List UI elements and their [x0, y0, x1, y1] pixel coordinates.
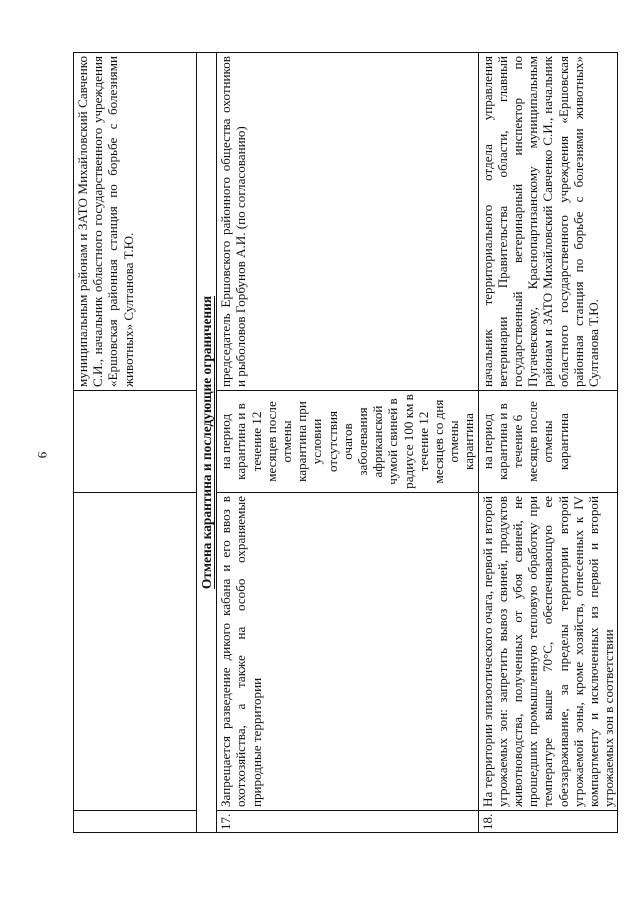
section-header-row: [197, 53, 217, 833]
measures-table: [73, 52, 618, 833]
section-title: Отмена карантина и последующие ограничения: [199, 295, 214, 590]
measure-cell-empty: [74, 493, 197, 811]
rotated-table-wrapper: [73, 53, 617, 833]
deadline-cell: на период карантина и в течение 12 месяцев после отмены карантина при условии отсутствия очагов заболевания африканской чумой свиней в радиусе 100 км в течение 12 месяцев со дня отмены карантина: [217, 391, 478, 493]
table-row: [217, 53, 478, 833]
responsible-cell: председатель Ершовского районного общества охотников и рыболовов Горбунов А.И. (по согласованию): [217, 53, 478, 391]
measure-cell: Запрещается разведение дикого кабана и его ввоз в охотхозяйства, а также на особо охраняемые природные территории: [217, 493, 478, 811]
page-number: 9: [35, 451, 50, 459]
measure-cell: На территории эпизоотического очага, первой и второй угрожаемых зон: запретить вывоз свиней, продуктов животноводства, полученных от убоя свиней, не прошедших промышленную тепловую обработку при температуре выше 70°С, обеспечивающую ее обеззараживание, за пределы территории второй угрожаемой зоны, кроме хозяйств, отнесенных к IV компартменту и исключенных из первой и второй угрожаемых зон в соответствии: [478, 493, 618, 811]
section-title-cell: [197, 53, 217, 833]
deadline-cell: на период карантина и в течение 6 месяцев после отмены карантина: [478, 391, 618, 493]
deadline-cell-empty: [74, 391, 197, 493]
num-cell-empty: [74, 811, 197, 833]
table-row: [478, 53, 618, 833]
responsible-cell: начальник территориального отдела управления ветеринарии Правительства области, главный государственный ветеринарный инспектор по Пугачевскому, Краснопартизанскому муниципальным районам и ЗАТО Михайловский Савченко С.И., начальник областного государственного учреждения «Ершовская районная станция по борьбе с болезнями животных» Султанова Т.Ю.: [478, 53, 618, 391]
row-number: 18.: [478, 811, 618, 833]
responsible-cell: муниципальным районам и ЗАТО Михайловский Савченко С.И., начальник областного государственного учреждения «Ершовская районная станция по борьбе с болезнями животных» Султанова Т.Ю.: [74, 53, 197, 391]
row-number: 17.: [217, 811, 478, 833]
table-row-continuation: [74, 53, 197, 833]
